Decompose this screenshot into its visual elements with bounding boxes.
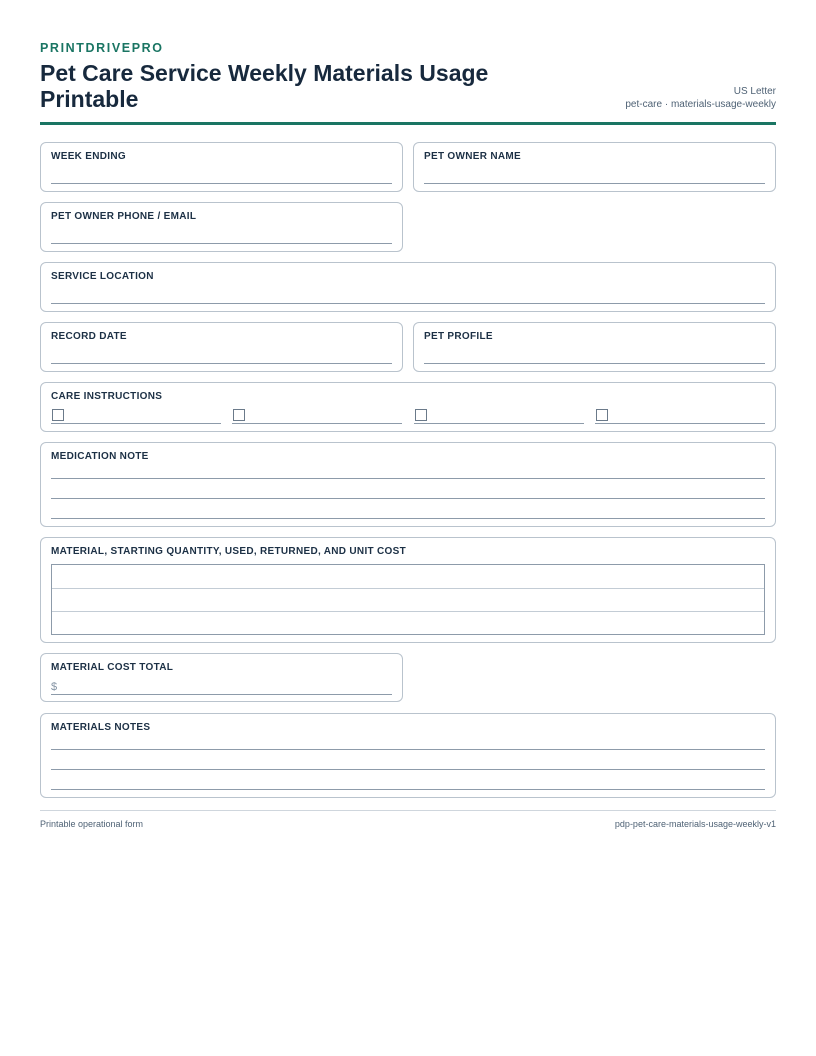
brand-name: PRINTDRIVEPRO xyxy=(40,41,164,55)
care-instruction-input-line[interactable] xyxy=(414,423,584,424)
header-rule xyxy=(40,122,776,125)
pet-owner-name-input-line[interactable] xyxy=(424,183,765,184)
materials-table-section xyxy=(40,537,776,643)
materials-notes-input-line[interactable] xyxy=(51,789,765,790)
pet-owner-name-field[interactable] xyxy=(413,142,776,192)
pet-profile-input-line[interactable] xyxy=(424,363,765,364)
material-cost-total-label: MATERIAL COST TOTAL xyxy=(51,662,174,673)
medication-note-input-line[interactable] xyxy=(51,498,765,499)
materials-notes-label: MATERIALS NOTES xyxy=(51,722,151,733)
materials-table[interactable] xyxy=(51,564,765,635)
care-instruction-checkbox[interactable] xyxy=(415,409,427,421)
materials-notes-input-line[interactable] xyxy=(51,749,765,750)
material-cost-total-input-line[interactable] xyxy=(51,694,392,695)
service-location-field[interactable] xyxy=(40,262,776,312)
care-instruction-checkbox[interactable] xyxy=(233,409,245,421)
form-id: pdp-pet-care-materials-usage-weekly-v1 xyxy=(614,819,776,829)
material-cost-total-field[interactable] xyxy=(40,653,403,702)
care-instructions-field[interactable] xyxy=(40,382,776,432)
medication-note-input-line[interactable] xyxy=(51,478,765,479)
materials-table-label: MATERIAL, STARTING QUANTITY, USED, RETURNED, AND UNIT COST xyxy=(51,546,406,557)
medication-note-field[interactable] xyxy=(40,442,776,527)
service-location-input-line[interactable] xyxy=(51,303,765,304)
service-location-label: SERVICE LOCATION xyxy=(51,271,154,282)
materials-notes-input-line[interactable] xyxy=(51,769,765,770)
materials-table-row-divider xyxy=(52,588,764,589)
week-ending-field[interactable] xyxy=(40,142,403,192)
care-instruction-checkbox[interactable] xyxy=(596,409,608,421)
pet-owner-contact-label: PET OWNER PHONE / EMAIL xyxy=(51,211,197,222)
care-instruction-checkbox[interactable] xyxy=(52,409,64,421)
paper-size: US Letter xyxy=(733,86,776,97)
pet-owner-contact-field[interactable] xyxy=(40,202,403,252)
pet-profile-label: PET PROFILE xyxy=(424,331,493,342)
pet-profile-field[interactable] xyxy=(413,322,776,372)
care-instruction-input-line[interactable] xyxy=(595,423,765,424)
record-date-label: RECORD DATE xyxy=(51,331,127,342)
record-date-field[interactable] xyxy=(40,322,403,372)
currency-prefix: $ xyxy=(51,681,58,693)
footer-description: Printable operational form xyxy=(40,819,144,829)
footer-rule xyxy=(40,810,776,811)
care-instruction-input-line[interactable] xyxy=(51,423,221,424)
page-title: Pet Care Service Weekly Materials Usage Printable xyxy=(40,60,489,112)
medication-note-input-line[interactable] xyxy=(51,518,765,519)
materials-table-row-divider xyxy=(52,611,764,612)
pet-owner-name-label: PET OWNER NAME xyxy=(424,151,521,162)
week-ending-label: WEEK ENDING xyxy=(51,151,126,162)
pet-owner-contact-input-line[interactable] xyxy=(51,243,392,244)
document-tags: pet-care · materials-usage-weekly xyxy=(625,99,776,110)
week-ending-input-line[interactable] xyxy=(51,183,392,184)
care-instruction-input-line[interactable] xyxy=(232,423,402,424)
record-date-input-line[interactable] xyxy=(51,363,392,364)
materials-notes-field[interactable] xyxy=(40,713,776,798)
document-meta xyxy=(625,85,776,111)
care-instructions-label: CARE INSTRUCTIONS xyxy=(51,391,163,402)
medication-note-label: MEDICATION NOTE xyxy=(51,451,149,462)
